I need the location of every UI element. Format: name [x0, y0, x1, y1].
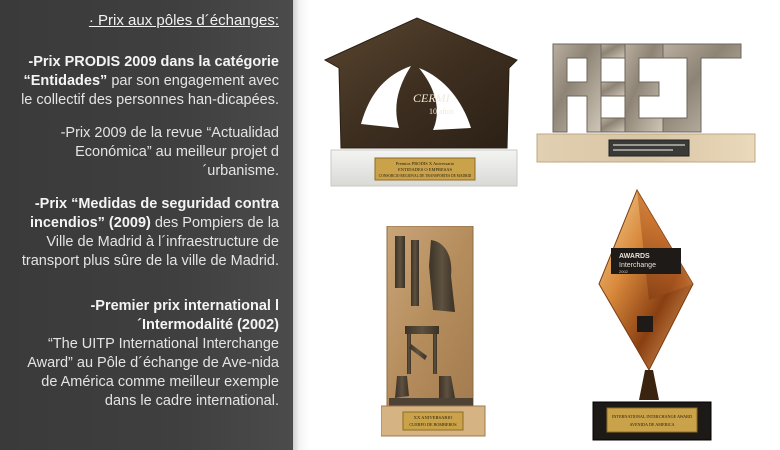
award-intermodality	[12, 297, 279, 411]
trophy-cermi	[321, 16, 521, 188]
trophy-firefighters	[381, 226, 491, 438]
cermi-logo-text: CERMI	[413, 91, 450, 105]
uitp-brand-text: AWARDS	[619, 253, 650, 260]
uitp-plaque-line2: AVENIDA DE AMERICA	[629, 422, 675, 427]
award-intermodality-title: -Premier prix international l´Intermodalité (2002)	[90, 298, 279, 333]
uitp-sub-text: Interchange	[619, 262, 656, 269]
trophy-gallery	[309, 0, 780, 450]
award-prodis-desc: par son engagement avec le collectif des personnes han-dicapées.	[21, 73, 279, 108]
trophy-ae	[531, 40, 761, 165]
panel-divider	[293, 0, 309, 450]
award-intermodality-desc: “The UITP International Interchange Award” au Pôle d´échange de Ave-nida de América comme meilleur exemple dans le cadre international.	[27, 336, 279, 409]
uitp-year-text: 2002	[619, 269, 628, 274]
cermi-plaque-line3: CONSORCIO REGIONAL DE TRANSPORTES DE MADRID	[378, 174, 472, 178]
trophy-uitp	[589, 188, 715, 442]
firefighters-plaque-line2: CUERPO DE BOMBEROS	[409, 422, 457, 427]
award-prodis-title: -Prix PRODIS 2009 dans la catégorie “Entidades”	[23, 54, 279, 89]
cermi-plaque-line1: Premios PRODIS X Aniversario	[395, 161, 455, 166]
trophy-firefighters-image	[381, 226, 491, 438]
award-fire-safety-title: -Prix “Medidas de seguridad contra incendios” (2009)	[29, 196, 279, 231]
awards-text-panel	[0, 0, 293, 450]
awards-heading: · Prix aux pôles d´échanges:	[88, 12, 279, 29]
uitp-plaque-line1: INTERNATIONAL INTERCHANGE AWARD	[612, 414, 692, 419]
award-actualidad-desc: -Prix 2009 de la revue “Actualidad Económica” au meilleur projet d´urbanisme.	[60, 125, 279, 179]
cermi-plaque-line2: ENTIDADES O EMPRESAS	[397, 167, 453, 172]
cermi-years-text: 10 años	[429, 107, 454, 116]
award-prodis	[12, 53, 279, 110]
trophy-ae-image	[531, 40, 761, 165]
award-actualidad	[12, 124, 279, 181]
trophy-cermi-image	[321, 16, 521, 188]
trophy-uitp-image	[589, 188, 715, 442]
award-fire-safety-desc: des Pompiers de la Ville de Madrid à l´infraestructure de transport plus sûre de la ville de Madrid.	[21, 215, 279, 269]
firefighters-plaque-line1: XX ANIVERSARIO	[413, 415, 453, 420]
award-fire-safety	[12, 195, 279, 271]
